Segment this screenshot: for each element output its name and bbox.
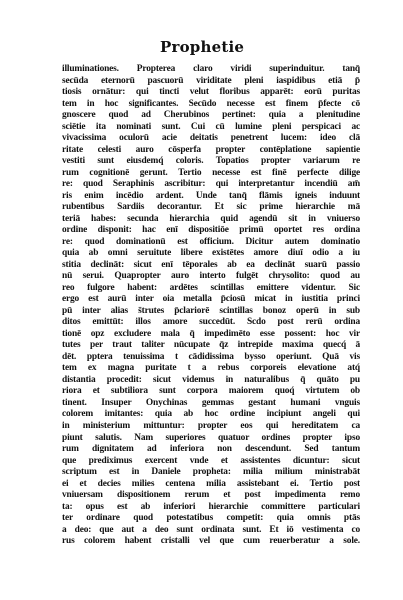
text-line: nū serui. Quapropter auro interto fulgēt chrysolito: quod au	[62, 271, 360, 282]
text-line: tinent. Insuper Onychinas gemmas gestant humani vnguis	[62, 397, 360, 408]
text-line: colorem imitantes: quia ab hoc ordine incipiunt angeli qui	[62, 409, 360, 420]
text-line: sciētie ita nominati sunt. Cui cū lumine pleni perspicaci ac	[62, 121, 360, 132]
text-line: riora et subtiliora sunt corpora maiorem quoq́ virtutem ob	[62, 386, 360, 397]
text-line: ordine disponit: hac enī dispositiōe primū oportet res ordina	[62, 225, 360, 236]
text-line: in ministerium mittuntur: propter eos qui hereditatem ca	[62, 420, 360, 431]
text-line: tem in hoc significantes. Secūdo necesse est finem p̄fecte cō	[62, 98, 360, 109]
text-line: dēt. pptera tenuissima t cādidissima bysso operiunt. Quā vis	[62, 351, 360, 362]
text-line: re: quod Seraphinis ascribitur: qui interpretantur incendiū am̄	[62, 179, 360, 190]
text-line: reo fulgore habent: ardētes scintillas emittere videntur. Sic	[62, 282, 360, 293]
text-line: ta: opus est ab inferiori hierarchie committere particulari	[62, 501, 360, 512]
text-line: illuminationes. Propterea claro viridi superinduitur. tanq̄	[62, 64, 360, 74]
text-line: gnoscere quod ad Cherubinos pertinet: quia a plenitudine	[62, 110, 360, 121]
text-line: stitia declināt: sicut enī tēporales ab ea declināt suarū passio	[62, 259, 360, 270]
body-text-column	[62, 64, 360, 548]
text-line: rubentibus Sardiis decorantur. Et sic prime hierarchie mā	[62, 202, 360, 213]
text-line: distantia procedit: sicut videmus in naturalibus q̄ quāto pu	[62, 374, 360, 385]
text-line: teriā habes: secunda hierarchia quid agendū sit in vniuerso	[62, 213, 360, 224]
text-line: rum cognitionē gerunt. Tertio necesse est finē perfecte dilige	[62, 167, 360, 178]
text-line: secūda eternorū pascuorū viriditate pleni iaspidibus etiā p̄	[62, 75, 360, 86]
text-line: vniuersam dispositionem rerum et post impedimenta remo	[62, 490, 360, 501]
text-line: rum dignitatem ad inferiora non descendunt. Sed tantum	[62, 444, 360, 455]
text-line: quia ab omni seruitute libere existētes amore diuī odio a iu	[62, 248, 360, 259]
text-line: re: quod dominationū est officium. Dicitur autem dominatio	[62, 236, 360, 247]
text-line: vestiti sunt eiusdemq́ coloris. Topatios propter variarum re	[62, 156, 360, 167]
text-line: pū inter alias s̄trutes p̄clariorē scintillas bonoz operū in sub	[62, 305, 360, 316]
text-line: tutes per traut taliter nūcupate q̄z intrepide maxima quecq́ ā	[62, 340, 360, 351]
text-line: ditos emittūt: illos amore succedūt. Scdo post rerū ordina	[62, 317, 360, 328]
text-line: a deo: que aut a deo sunt ordinata sunt. Et iō vestimenta co	[62, 524, 360, 535]
text-line: tiosis ornātur: qui tincti velut floribus apparēt: eorū puritas	[62, 87, 360, 98]
text-line: piunt salutis. Nam superiores quatuor ordines propter ipso	[62, 432, 360, 443]
text-line: ergo est aurū inter oia metalla p̄ciosū micat in iustitia princi	[62, 294, 360, 305]
text-line: tem ex magna puritate t a rebus corporeis elevatione atq́	[62, 363, 360, 374]
text-line: que prediximus exercent vnde et assistentes dicuntur: sicut	[62, 455, 360, 466]
text-line: vivacissima oculorū acie deitatis penetrent lucem: ideo clā	[62, 133, 360, 144]
text-line: rus colorem habent cristalli vel que cum reuerberatur a sole.	[62, 536, 360, 547]
running-head-title: Prophetie	[160, 38, 245, 56]
text-line: ter ordinare quod potestatibus competit: quia omnis ptās	[62, 513, 360, 524]
text-line: ritate celesti auro cōsperfa propter contēplatione sapientie	[62, 144, 360, 155]
text-line: ris enim incēdio ardent. Unde tanq̄ flāmis igneis induunt	[62, 190, 360, 201]
text-line: ei et decies milies centena milia assistebant ei. Tertio post	[62, 478, 360, 489]
text-line: scriptum est in Daniele propheta: milia milium ministrabāt	[62, 467, 360, 478]
text-line: tionē opz excludere mala q̄ impedimēto esse possent: hoc vir	[62, 328, 360, 339]
